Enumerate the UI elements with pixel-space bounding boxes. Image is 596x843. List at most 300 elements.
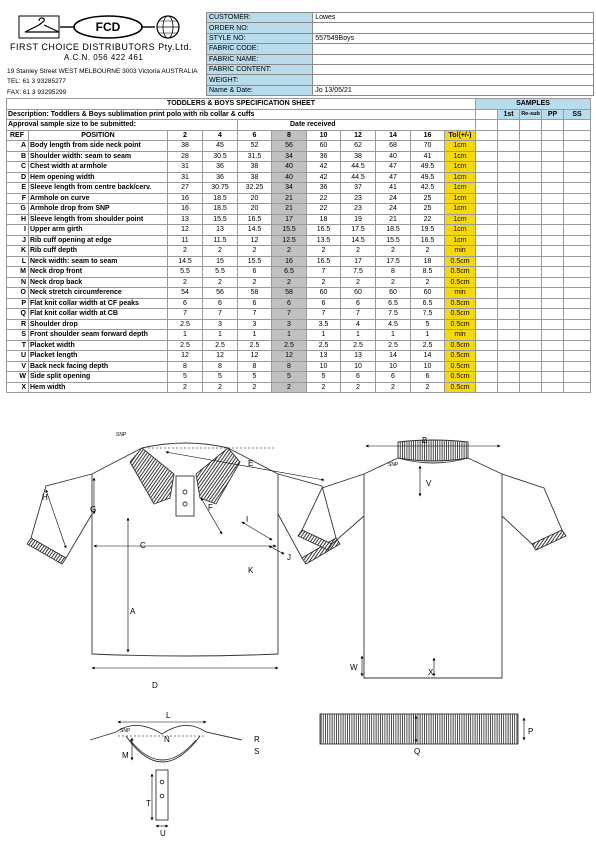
label-g: G [90,505,97,514]
row-value: 12 [238,351,272,362]
row-position: Shoulder width: seam to seam [29,151,168,162]
sample-cell [498,382,520,393]
row-position: Body length from side neck point [29,141,168,152]
label-c: C [140,541,146,550]
label-m: M [122,751,129,760]
row-value: 17 [341,256,376,267]
sample-cell [542,204,564,215]
row-value: 7 [168,309,203,320]
row-value: 70 [411,141,445,152]
row-value: 14.5 [341,235,376,246]
row-position: Hem opening width [29,172,168,183]
row-value: 2 [307,382,341,393]
info-value: Jo 13/05/21 [313,85,594,95]
garment-drawings [6,418,590,838]
row-value: 25 [411,193,445,204]
row-value: 2 [411,277,445,288]
row-value: 12 [168,225,203,236]
row-value: 14 [376,351,411,362]
front-view-drawing [27,443,340,656]
row-value: 2 [168,277,203,288]
sample-col-1st: 1st [498,109,520,120]
row-ref: M [7,267,29,278]
sample-cell [564,204,591,215]
row-tolerance: 1cm [445,204,476,215]
row-value: 41 [376,183,411,194]
size-header: 14 [376,130,411,141]
sample-cell [564,225,591,236]
sample-cell [476,141,498,152]
sample-cell [498,256,520,267]
row-value: 62 [341,141,376,152]
row-value: 2.5 [307,340,341,351]
sample-cell [520,361,542,372]
row-value: 2 [341,382,376,393]
row-tolerance: 1cm [445,162,476,173]
row-value: 13.5 [307,235,341,246]
row-value: 14.5 [238,225,272,236]
spec-row [7,351,591,362]
sample-cell [564,319,591,330]
row-value: 60 [411,288,445,299]
row-value: 47 [376,172,411,183]
description: Description: Toddlers & Boys sublimation print polo with rib collar & cuffs [7,109,476,120]
sample-cell [498,214,520,225]
sample-cell [476,214,498,225]
row-position: Front shoulder seam forward depth [29,330,168,341]
row-ref: C [7,162,29,173]
size-header: 2 [168,130,203,141]
company-address: 19 Stanley Street WEST MELBOURNE 3003 Victoria AUSTRALIA [7,68,198,75]
row-value: 10 [307,361,341,372]
row-tolerance: 1cm [445,141,476,152]
sample-cell [476,235,498,246]
sample-cell [542,151,564,162]
row-ref: G [7,204,29,215]
row-value: 8 [168,361,203,372]
row-value: 49.5 [411,172,445,183]
row-value: 2 [203,382,238,393]
row-value: 5 [238,372,272,383]
info-label: FABRIC CODE: [207,44,313,54]
flat-collar-drawing [320,714,518,744]
spec-row [7,183,591,194]
row-value: 37 [341,183,376,194]
row-value: 16.5 [411,235,445,246]
label-i: I [246,515,249,524]
row-value: 18.5 [376,225,411,236]
row-value: 12 [203,351,238,362]
sample-cell [520,141,542,152]
row-value: 42.5 [411,183,445,194]
sample-cell [542,246,564,257]
row-position: Flat knit collar width at CF peaks [29,298,168,309]
row-ref: I [7,225,29,236]
row-value: 31 [168,162,203,173]
row-value: 44.5 [341,172,376,183]
row-value: 20 [238,193,272,204]
row-value: 12 [272,351,307,362]
row-value: 36 [203,162,238,173]
row-value: 15.5 [272,225,307,236]
row-value: 2.5 [341,340,376,351]
row-tolerance: min [445,246,476,257]
sample-cell [564,267,591,278]
sample-cell [476,309,498,320]
spec-row [7,151,591,162]
sample-cell [476,340,498,351]
row-value: 2.5 [238,340,272,351]
sample-cell [542,267,564,278]
sample-cell [498,372,520,383]
row-value: 28 [168,151,203,162]
row-value: 6.5 [272,267,307,278]
row-value: 3 [272,319,307,330]
sample-cell [476,193,498,204]
row-value: 8 [203,361,238,372]
info-label: FABRIC CONTENT: [207,64,313,74]
row-ref: W [7,372,29,383]
row-value: 1 [203,330,238,341]
sample-cell [564,340,591,351]
sample-cell [520,267,542,278]
info-label: CUSTOMER: [207,13,313,23]
spec-row [7,141,591,152]
sample-cell [542,340,564,351]
row-value: 7 [238,309,272,320]
spec-row [7,330,591,341]
row-value: 8 [238,361,272,372]
row-value: 68 [376,141,411,152]
sample-cell [542,361,564,372]
row-value: 13 [307,351,341,362]
row-value: 31.5 [238,151,272,162]
row-tolerance: 0.5cm [445,319,476,330]
spec-row [7,193,591,204]
spec-row [7,267,591,278]
row-value: 58 [238,288,272,299]
sample-cell [476,361,498,372]
label-b: B [422,436,428,445]
row-value: 7 [307,309,341,320]
row-tolerance: 0.5cm [445,382,476,393]
spec-row [7,298,591,309]
row-value: 47 [376,162,411,173]
row-value: 17.5 [341,225,376,236]
sample-cell [520,162,542,173]
row-value: 49.5 [411,162,445,173]
row-value: 2 [307,277,341,288]
row-value: 2.5 [411,340,445,351]
spec-row [7,172,591,183]
row-value: 17.5 [376,256,411,267]
row-position: Armhole on curve [29,193,168,204]
row-value: 1 [238,330,272,341]
row-value: 4.5 [376,319,411,330]
row-value: 14 [411,351,445,362]
sample-cell [498,193,520,204]
row-position: Armhole drop from SNP [29,204,168,215]
sample-cell [520,235,542,246]
row-ref: V [7,361,29,372]
info-row [207,33,594,43]
info-value [313,75,594,85]
sample-cell [564,235,591,246]
row-value: 16 [168,204,203,215]
sample-cell [564,382,591,393]
row-value: 6 [341,372,376,383]
row-ref: F [7,193,29,204]
row-value: 41 [411,151,445,162]
sample-cell [498,277,520,288]
sample-cell [564,162,591,173]
label-s: S [254,747,260,756]
spec-table [6,98,591,393]
row-value: 5 [168,372,203,383]
row-value: 2 [376,246,411,257]
row-value: 6 [307,298,341,309]
row-value: 2 [168,246,203,257]
sample-cell [542,277,564,288]
sample-cell [520,246,542,257]
row-ref: E [7,183,29,194]
info-value [313,54,594,64]
company-acn: A.C.N. 056 422 461 [64,53,144,62]
row-value: 1 [168,330,203,341]
spec-row [7,235,591,246]
sample-cell [476,151,498,162]
info-value: Lowes [313,13,594,23]
row-tolerance: min [445,288,476,299]
sample-cell [476,204,498,215]
info-row [207,54,594,64]
spec-row [7,225,591,236]
sample-cell [498,309,520,320]
row-value: 2.5 [376,340,411,351]
sample-cell [564,256,591,267]
row-ref: Q [7,309,29,320]
sample-cell [476,372,498,383]
row-value: 2 [411,382,445,393]
sample-cell [542,193,564,204]
label-d: D [152,681,158,690]
sample-cell [520,214,542,225]
spec-row [7,340,591,351]
sample-cell [476,183,498,194]
row-ref: A [7,141,29,152]
row-value: 12 [238,235,272,246]
row-value: 30.5 [203,151,238,162]
row-value: 6 [272,298,307,309]
row-value: 7.5 [411,309,445,320]
row-ref: S [7,330,29,341]
sample-cell [542,183,564,194]
label-u: U [160,829,166,838]
sample-cell [564,151,591,162]
row-value: 1 [376,330,411,341]
row-position: Flat knit collar width at CB [29,309,168,320]
svg-text:FCD: FCD [95,20,121,34]
row-value: 19 [341,214,376,225]
row-value: 36 [307,183,341,194]
row-position: Placket width [29,340,168,351]
row-ref: K [7,246,29,257]
sample-cell [520,319,542,330]
spec-row [7,246,591,257]
company-tel: TEL: 61 3 93285277 [7,78,66,85]
sample-cell [498,225,520,236]
header-block [6,12,590,97]
sample-cell [498,235,520,246]
row-value: 38 [168,141,203,152]
row-position: Chest width at armhole [29,162,168,173]
fcd-logo-icon [60,16,155,38]
row-value: 27 [168,183,203,194]
row-value: 6 [238,298,272,309]
label-l: L [166,711,171,720]
row-value: 7 [272,309,307,320]
sample-cell [564,361,591,372]
row-value: 8 [272,361,307,372]
row-value: 2 [411,246,445,257]
info-row [207,75,594,85]
row-value: 1 [307,330,341,341]
row-value: 5 [272,372,307,383]
hanger-icon [19,16,59,38]
row-tolerance: 1cm [445,225,476,236]
row-value: 2 [341,277,376,288]
spec-row [7,204,591,215]
sample-cell [498,183,520,194]
label-a: A [130,607,136,616]
sample-cell [564,172,591,183]
row-tolerance: 1cm [445,214,476,225]
sample-cell [476,330,498,341]
row-value: 2 [238,246,272,257]
row-value: 1 [411,330,445,341]
row-value: 60 [376,288,411,299]
row-value: 5.5 [203,267,238,278]
row-value: 5 [411,319,445,330]
sample-cell [520,330,542,341]
label-v: V [426,479,432,488]
sample-cell [476,225,498,236]
row-value: 16.5 [307,225,341,236]
row-value: 2.5 [168,319,203,330]
sample-cell [520,193,542,204]
row-value: 18.5 [203,193,238,204]
row-value: 52 [238,141,272,152]
row-value: 6.5 [376,298,411,309]
row-value: 6 [203,298,238,309]
row-value: 40 [272,162,307,173]
size-header: 12 [341,130,376,141]
row-value: 22 [307,204,341,215]
row-position: Neck drop back [29,277,168,288]
row-position: Back neck facing depth [29,361,168,372]
row-value: 21 [376,214,411,225]
sample-cell [520,225,542,236]
row-value: 16.5 [238,214,272,225]
spec-row [7,309,591,320]
row-value: 34 [272,151,307,162]
size-header: 6 [238,130,272,141]
spec-row [7,372,591,383]
sample-cell [520,351,542,362]
sample-cell [476,162,498,173]
label-p: P [528,727,534,736]
spec-row [7,288,591,299]
row-value: 6 [411,372,445,383]
position-header: POSITION [29,130,168,141]
ref-header: REF [7,130,29,141]
neck-detail-dimensions [118,722,206,826]
back-view-labels [350,436,434,677]
row-value: 13 [168,214,203,225]
sample-cell [542,372,564,383]
sample-cell [520,288,542,299]
row-ref: D [7,172,29,183]
sample-cell [476,256,498,267]
row-position: Neck width: seam to seam [29,256,168,267]
sample-cell [520,183,542,194]
row-value: 4 [341,319,376,330]
sample-cell [542,351,564,362]
sample-cell [498,340,520,351]
row-value: 2 [376,382,411,393]
row-value: 18 [411,256,445,267]
row-ref: B [7,151,29,162]
row-value: 25 [411,204,445,215]
back-view-drawing [298,440,566,678]
row-value: 5 [307,372,341,383]
company-fax: FAX: 61 3 93295299 [7,89,67,96]
row-value: 24 [376,193,411,204]
sample-cell [542,225,564,236]
date-received-label: Date received [238,120,476,131]
sample-cell [498,319,520,330]
label-r: R [254,735,260,744]
spec-row [7,277,591,288]
info-row [207,64,594,74]
label-f: F [208,503,213,512]
sample-col-resub: Re-sub [520,109,542,120]
sample-cell [476,382,498,393]
sample-cell [564,351,591,362]
row-value: 38 [341,151,376,162]
row-value: 11 [168,235,203,246]
row-ref: J [7,235,29,246]
sample-cell [498,162,520,173]
row-value: 2 [272,246,307,257]
row-value: 1 [272,330,307,341]
row-value: 60 [341,288,376,299]
sample-cell [542,330,564,341]
row-value: 16 [272,256,307,267]
row-value: 56 [272,141,307,152]
row-position: Hem width [29,382,168,393]
row-value: 7 [203,309,238,320]
row-position: Neck drop front [29,267,168,278]
row-value: 14.5 [168,256,203,267]
label-n: N [164,735,170,744]
row-value: 2.5 [272,340,307,351]
sample-cell [476,246,498,257]
globe-icon [157,16,179,38]
size-header: 8 [272,130,307,141]
row-value: 21 [272,193,307,204]
sample-cell [564,288,591,299]
